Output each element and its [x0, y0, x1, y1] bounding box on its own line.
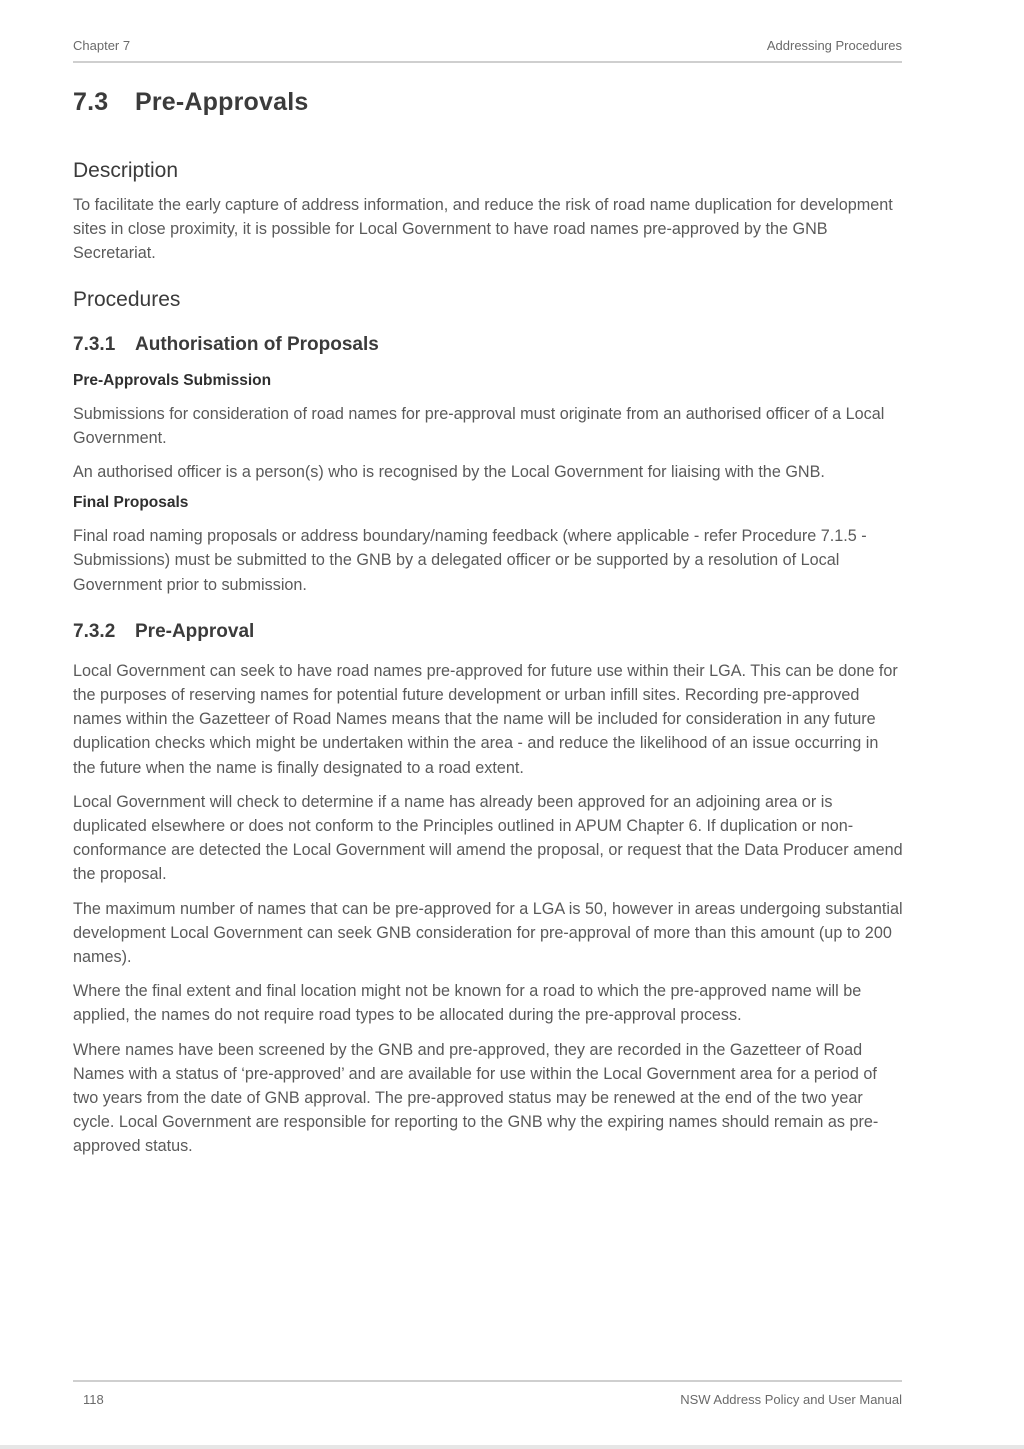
section-title: Pre-Approvals: [135, 88, 309, 116]
paragraph: Where the final extent and final location might not be known for a road to which the pre-approved name will be applied, the names do not require road types to be allocated during the pre-approval process.: [73, 982, 862, 1025]
section-heading: [73, 88, 903, 117]
description-text: To facilitate the early capture of address information, and reduce the risk of road name duplication for development sites in close proximity, it is possible for Local Government to have road names pre-approved by the GNB Secretariat.: [73, 196, 893, 263]
subsection-732-number: 7.3.2: [73, 620, 116, 642]
subsection-732-title: Pre-Approval: [135, 620, 255, 642]
paragraph: Final road naming proposals or address boundary/naming feedback (where applicable - refer Procedure 7.1.5 - Submissions) must be submitted to the GNB by a delegated officer or be supported by a resolution of Local Government prior to submission.: [73, 527, 867, 594]
subsection-732-heading: [73, 621, 903, 643]
paragraph: Local Government can seek to have road names pre-approved for future use within their LGA. This can be done for the purposes of reserving names for potential future development or urban infill sites. Recording pre-approved names within the Gazetteer of Road Names means that the name will be included for consideration in any future duplication checks which might be undertaken within the area - and reduce the likelihood of an issue occurring in the future when the name is finally designated to a road extent.: [73, 661, 898, 777]
subsection-731-title: Authorisation of Proposals: [135, 333, 379, 355]
header-chapter: Chapter 7: [73, 38, 131, 53]
paragraph: Local Government will check to determine if a name has already been approved for an adjoining area or is duplicated elsewhere or does not conform to the Principles outlined in APUM Chapter 6. If duplication or non-conformance are detected the Local Government will amend the proposal, or request that the Data Producer amend the proposal.: [73, 792, 903, 884]
running-header: [73, 38, 902, 58]
paragraph: An authorised officer is a person(s) who is recognised by the Local Government for liaising with the GNB.: [73, 463, 825, 482]
header-rule: [73, 61, 902, 63]
footer-rule: [73, 1380, 902, 1382]
subsection-731-heading: [73, 334, 903, 356]
pre-approvals-submission-heading: Pre-Approvals Submission: [73, 371, 272, 389]
paragraph: The maximum number of names that can be pre-approved for a LGA is 50, however in areas undergoing substantial development Local Government can seek GNB consideration for pre-approval of more than this amount (up to 200 names).: [73, 899, 903, 967]
page-content: [73, 88, 903, 1169]
manual-title: NSW Address Policy and User Manual: [680, 1392, 902, 1407]
subsection-731-number: 7.3.1: [73, 333, 116, 355]
page-number: 118: [83, 1392, 104, 1407]
final-proposals-heading: Final Proposals: [73, 494, 189, 512]
header-section-title: Addressing Procedures: [766, 38, 902, 53]
paragraph: Submissions for consideration of road names for pre-approval must originate from an authorised officer of a Local Government.: [73, 404, 885, 447]
running-footer: [73, 1392, 902, 1412]
section-number: 7.3: [73, 88, 109, 116]
page-bottom-edge: [0, 1445, 1024, 1449]
description-heading: Description: [73, 159, 179, 182]
paragraph: Where names have been screened by the GNB and pre-approved, they are recorded in the Gazetteer of Road Names with a status of ‘pre-approved’ and are available for use within the Local Government area for a period of two years from the date of GNB approval. The pre-approved status may be renewed at the end of the two year cycle. Local Government are responsible for reporting to the GNB why the expiring names should remain as pre-approved status.: [73, 1040, 879, 1156]
procedures-heading: Procedures: [73, 287, 181, 311]
